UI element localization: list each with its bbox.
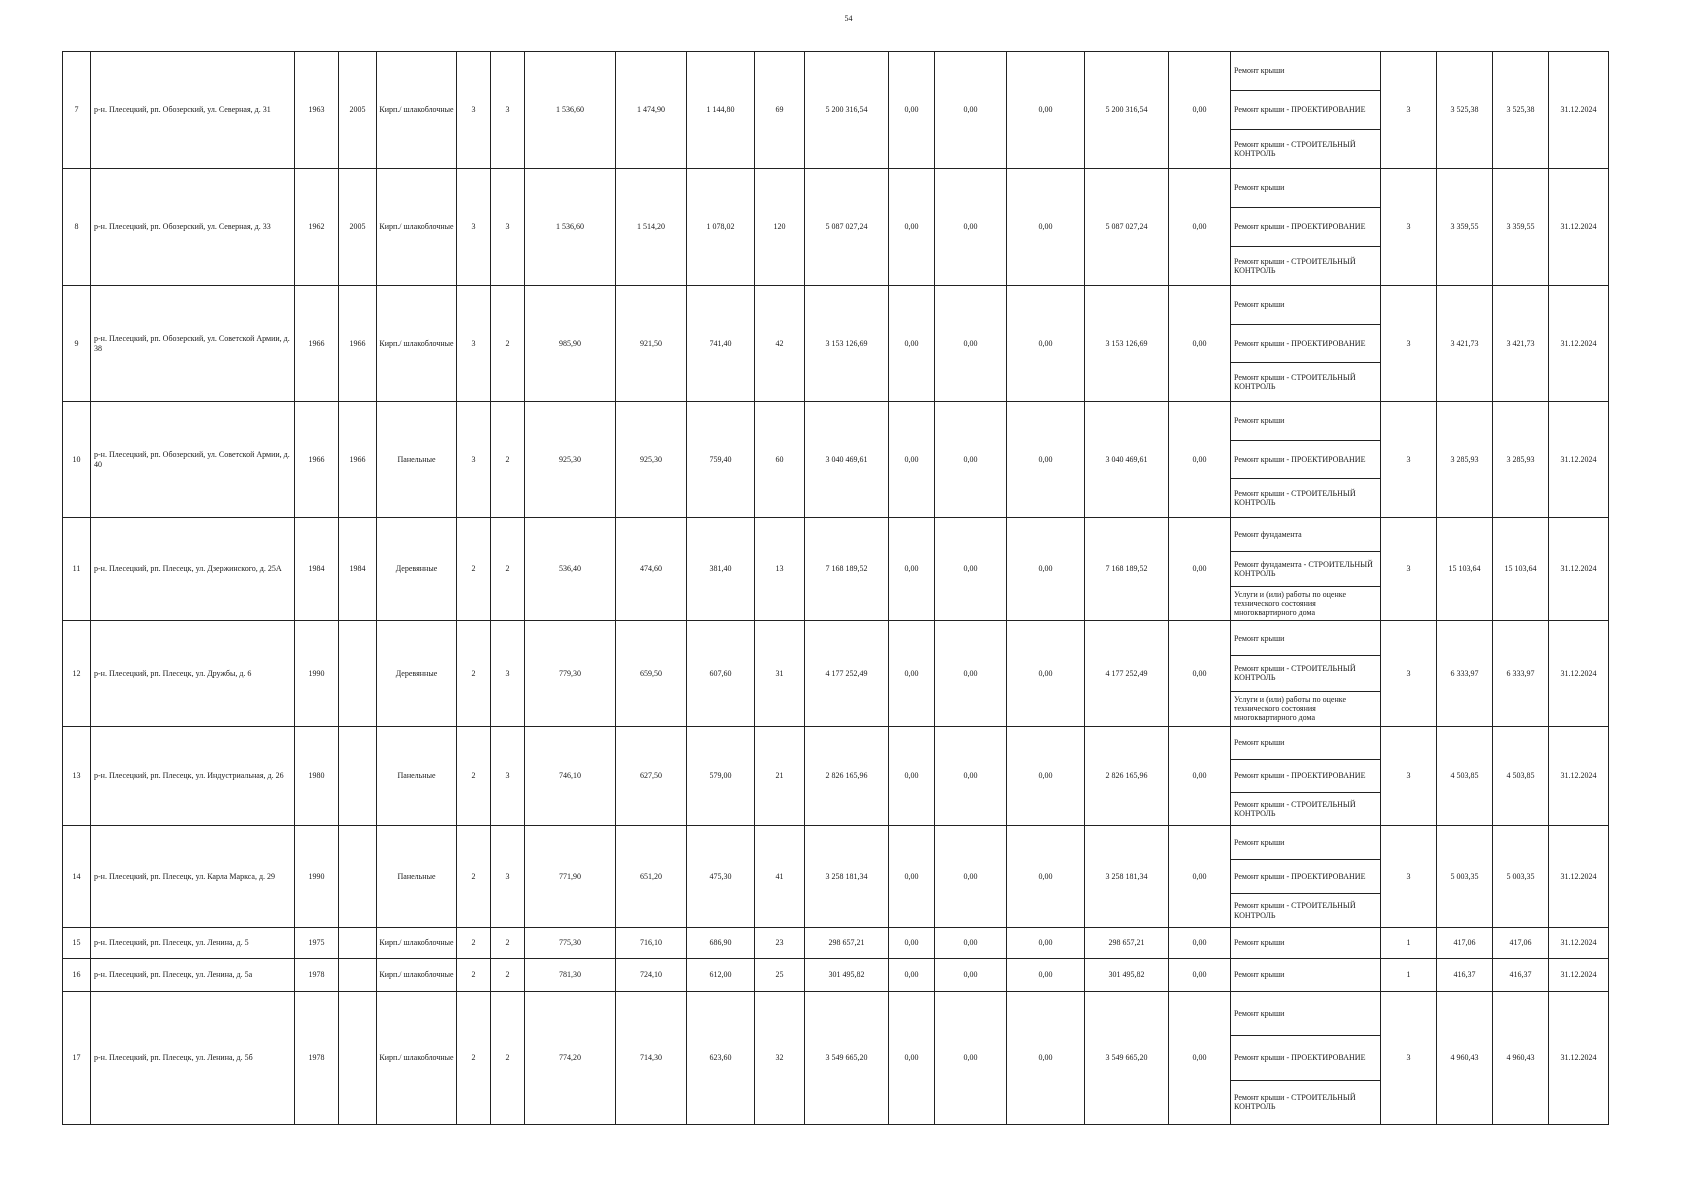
work-item: Ремонт крыши <box>1234 738 1285 748</box>
row-number: 13 <box>63 727 91 826</box>
total-area-cell: 925,30 <box>525 402 616 518</box>
floors-cell: 3 <box>457 402 491 518</box>
year-built-cell: 1966 <box>295 402 339 518</box>
residents-cell: 69 <box>755 52 805 169</box>
residents-cell: 13 <box>755 518 805 621</box>
work-item: Ремонт крыши - СТРОИТЕЛЬНЫЙ КОНТРОЛЬ <box>1231 478 1380 517</box>
other-fund-cell: 0,00 <box>1169 959 1231 992</box>
residential-area-cell: 381,40 <box>687 518 755 621</box>
unit-cost-cell: 3 285,93 <box>1437 402 1493 518</box>
year-repair-cell: 1966 <box>339 286 377 402</box>
address-cell: р-н. Плесецкий, рп. Обозерский, ул. Северная, д. 33 <box>91 169 295 286</box>
deadline-cell: 31.12.2024 <box>1549 169 1609 286</box>
table-row <box>63 826 1609 928</box>
residents-cell: 42 <box>755 286 805 402</box>
works-cell <box>1231 928 1381 959</box>
owners-fund-cell: 3 258 181,34 <box>1085 826 1169 928</box>
fund-cell: 0,00 <box>889 286 935 402</box>
fund-cell: 0,00 <box>889 518 935 621</box>
works-list <box>1231 621 1380 726</box>
year-repair-cell <box>339 928 377 959</box>
entrances-cell: 2 <box>491 992 525 1125</box>
work-item: Ремонт крыши - ПРОЕКТИРОВАНИЕ <box>1231 207 1380 246</box>
fund-cell: 0,00 <box>889 959 935 992</box>
max-cost-cell: 6 333,97 <box>1493 621 1549 727</box>
address-cell: р-н. Плесецкий, рп. Плесецк, ул. Ленина, д. 5 <box>91 928 295 959</box>
floors-cell: 2 <box>457 518 491 621</box>
floors-cell: 2 <box>457 992 491 1125</box>
work-item: Ремонт крыши <box>1234 416 1285 426</box>
row-number: 15 <box>63 928 91 959</box>
address-cell: р-н. Плесецкий, рп. Плесецк, ул. Индустриальная, д. 26 <box>91 727 295 826</box>
work-item: Ремонт крыши - СТРОИТЕЛЬНЫЙ КОНТРОЛЬ <box>1231 655 1380 690</box>
row-number: 8 <box>63 169 91 286</box>
fund-cell: 0,00 <box>935 52 1007 169</box>
year-repair-cell: 2005 <box>339 169 377 286</box>
max-cost-cell: 4 960,43 <box>1493 992 1549 1125</box>
table-row <box>63 621 1609 727</box>
work-count-cell: 3 <box>1381 169 1437 286</box>
work-count-cell: 3 <box>1381 727 1437 826</box>
work-count-cell: 1 <box>1381 959 1437 992</box>
max-cost-cell: 4 503,85 <box>1493 727 1549 826</box>
other-fund-cell: 0,00 <box>1169 52 1231 169</box>
total-cost-cell: 301 495,82 <box>805 959 889 992</box>
floors-cell: 3 <box>457 286 491 402</box>
year-repair-cell <box>339 959 377 992</box>
works-cell <box>1231 959 1381 992</box>
year-built-cell: 1966 <box>295 286 339 402</box>
work-item: Ремонт крыши <box>1234 938 1285 948</box>
work-item: Ремонт крыши - СТРОИТЕЛЬНЫЙ КОНТРОЛЬ <box>1231 362 1380 401</box>
fund-cell: 0,00 <box>935 992 1007 1125</box>
total-area-cell: 746,10 <box>525 727 616 826</box>
owners-fund-cell: 3 153 126,69 <box>1085 286 1169 402</box>
address-cell: р-н. Плесецкий, рп. Плесецк, ул. Ленина, д. 5а <box>91 959 295 992</box>
works-list <box>1231 169 1380 285</box>
row-number: 10 <box>63 402 91 518</box>
fund-cell: 0,00 <box>935 518 1007 621</box>
living-area-cell: 716,10 <box>616 928 687 959</box>
fund-cell: 0,00 <box>935 959 1007 992</box>
deadline-cell: 31.12.2024 <box>1549 727 1609 826</box>
fund-cell: 0,00 <box>935 928 1007 959</box>
entrances-cell: 2 <box>491 518 525 621</box>
fund-cell: 0,00 <box>935 826 1007 928</box>
works-list <box>1231 402 1380 517</box>
works-list <box>1231 959 1380 991</box>
work-item: Ремонт крыши - СТРОИТЕЛЬНЫЙ КОНТРОЛЬ <box>1231 129 1380 168</box>
total-area-cell: 536,40 <box>525 518 616 621</box>
fund-cell: 0,00 <box>1007 402 1085 518</box>
entrances-cell: 3 <box>491 169 525 286</box>
work-item: Ремонт крыши <box>1234 633 1285 643</box>
works-cell <box>1231 621 1381 727</box>
residents-cell: 25 <box>755 959 805 992</box>
work-item: Ремонт крыши <box>1234 66 1285 76</box>
fund-cell: 0,00 <box>935 621 1007 727</box>
table-row <box>63 518 1609 621</box>
work-count-cell: 3 <box>1381 286 1437 402</box>
works-list <box>1231 286 1380 401</box>
residential-area-cell: 623,60 <box>687 992 755 1125</box>
row-number: 11 <box>63 518 91 621</box>
max-cost-cell: 5 003,35 <box>1493 826 1549 928</box>
works-list <box>1231 518 1380 620</box>
year-built-cell: 1975 <box>295 928 339 959</box>
address-cell: р-н. Плесецкий, рп. Плесецк, ул. Дружбы, д. 6 <box>91 621 295 727</box>
fund-cell: 0,00 <box>1007 826 1085 928</box>
unit-cost-cell: 417,06 <box>1437 928 1493 959</box>
owners-fund-cell: 3 549 665,20 <box>1085 992 1169 1125</box>
deadline-cell: 31.12.2024 <box>1549 518 1609 621</box>
address-cell: р-н. Плесецкий, рп. Обозерский, ул. Советской Армии, д. 38 <box>91 286 295 402</box>
work-count-cell: 3 <box>1381 402 1437 518</box>
entrances-cell: 2 <box>491 959 525 992</box>
entrances-cell: 3 <box>491 52 525 169</box>
year-built-cell: 1963 <box>295 52 339 169</box>
residential-area-cell: 475,30 <box>687 826 755 928</box>
max-cost-cell: 3 525,38 <box>1493 52 1549 169</box>
total-area-cell: 771,90 <box>525 826 616 928</box>
table-body <box>63 52 1609 1125</box>
works-cell <box>1231 52 1381 169</box>
fund-cell: 0,00 <box>889 52 935 169</box>
work-count-cell: 3 <box>1381 621 1437 727</box>
fund-cell: 0,00 <box>1007 52 1085 169</box>
row-number: 16 <box>63 959 91 992</box>
works-cell <box>1231 169 1381 286</box>
unit-cost-cell: 4 503,85 <box>1437 727 1493 826</box>
repair-program-table <box>62 51 1609 1125</box>
max-cost-cell: 416,37 <box>1493 959 1549 992</box>
work-count-cell: 3 <box>1381 826 1437 928</box>
fund-cell: 0,00 <box>1007 928 1085 959</box>
residential-area-cell: 741,40 <box>687 286 755 402</box>
unit-cost-cell: 3 421,73 <box>1437 286 1493 402</box>
work-item: Ремонт крыши - ПРОЕКТИРОВАНИЕ <box>1231 324 1380 363</box>
owners-fund-cell: 2 826 165,96 <box>1085 727 1169 826</box>
living-area-cell: 724,10 <box>616 959 687 992</box>
floors-cell: 2 <box>457 959 491 992</box>
total-area-cell: 781,30 <box>525 959 616 992</box>
works-list <box>1231 727 1380 825</box>
works-cell <box>1231 992 1381 1125</box>
year-built-cell: 1978 <box>295 959 339 992</box>
other-fund-cell: 0,00 <box>1169 727 1231 826</box>
fund-cell: 0,00 <box>889 992 935 1125</box>
table-row <box>63 727 1609 826</box>
row-number: 17 <box>63 992 91 1125</box>
work-count-cell: 1 <box>1381 928 1437 959</box>
living-area-cell: 659,50 <box>616 621 687 727</box>
entrances-cell: 3 <box>491 621 525 727</box>
wall-material-cell: Кирп./ шлакоблочные <box>377 992 457 1125</box>
work-item: Ремонт крыши - ПРОЕКТИРОВАНИЕ <box>1231 759 1380 792</box>
year-repair-cell <box>339 621 377 727</box>
table-row <box>63 286 1609 402</box>
deadline-cell: 31.12.2024 <box>1549 52 1609 169</box>
deadline-cell: 31.12.2024 <box>1549 286 1609 402</box>
total-area-cell: 775,30 <box>525 928 616 959</box>
fund-cell: 0,00 <box>935 169 1007 286</box>
address-cell: р-н. Плесецкий, рп. Плесецк, ул. Карла Маркса, д. 29 <box>91 826 295 928</box>
deadline-cell: 31.12.2024 <box>1549 928 1609 959</box>
total-cost-cell: 4 177 252,49 <box>805 621 889 727</box>
living-area-cell: 1 514,20 <box>616 169 687 286</box>
address-cell: р-н. Плесецкий, рп. Обозерский, ул. Северная, д. 31 <box>91 52 295 169</box>
total-cost-cell: 3 258 181,34 <box>805 826 889 928</box>
year-repair-cell: 1984 <box>339 518 377 621</box>
max-cost-cell: 15 103,64 <box>1493 518 1549 621</box>
page-number: 54 <box>844 14 853 23</box>
residents-cell: 31 <box>755 621 805 727</box>
living-area-cell: 921,50 <box>616 286 687 402</box>
entrances-cell: 2 <box>491 286 525 402</box>
work-item: Ремонт фундамента <box>1234 530 1302 540</box>
work-item: Ремонт крыши - СТРОИТЕЛЬНЫЙ КОНТРОЛЬ <box>1231 792 1380 825</box>
fund-cell: 0,00 <box>889 621 935 727</box>
fund-cell: 0,00 <box>889 727 935 826</box>
max-cost-cell: 3 421,73 <box>1493 286 1549 402</box>
residents-cell: 41 <box>755 826 805 928</box>
owners-fund-cell: 5 087 027,24 <box>1085 169 1169 286</box>
work-item: Ремонт крыши - СТРОИТЕЛЬНЫЙ КОНТРОЛЬ <box>1231 246 1380 285</box>
residential-area-cell: 607,60 <box>687 621 755 727</box>
row-number: 12 <box>63 621 91 727</box>
fund-cell: 0,00 <box>889 402 935 518</box>
work-item: Ремонт крыши <box>1234 837 1285 847</box>
works-cell <box>1231 286 1381 402</box>
max-cost-cell: 3 285,93 <box>1493 402 1549 518</box>
work-item: Ремонт крыши - СТРОИТЕЛЬНЫЙ КОНТРОЛЬ <box>1231 893 1380 927</box>
table-row <box>63 992 1609 1125</box>
fund-cell: 0,00 <box>1007 286 1085 402</box>
residents-cell: 120 <box>755 169 805 286</box>
table-row <box>63 169 1609 286</box>
other-fund-cell: 0,00 <box>1169 928 1231 959</box>
deadline-cell: 31.12.2024 <box>1549 826 1609 928</box>
work-item: Услуги и (или) работы по оценке технического состояния многоквартирного дома <box>1231 586 1380 620</box>
other-fund-cell: 0,00 <box>1169 826 1231 928</box>
fund-cell: 0,00 <box>889 169 935 286</box>
fund-cell: 0,00 <box>935 286 1007 402</box>
works-list <box>1231 992 1380 1124</box>
work-item: Ремонт фундамента - СТРОИТЕЛЬНЫЙ КОНТРОЛЬ <box>1231 551 1380 585</box>
unit-cost-cell: 15 103,64 <box>1437 518 1493 621</box>
residential-area-cell: 686,90 <box>687 928 755 959</box>
fund-cell: 0,00 <box>1007 621 1085 727</box>
total-area-cell: 779,30 <box>525 621 616 727</box>
work-count-cell: 3 <box>1381 992 1437 1125</box>
unit-cost-cell: 4 960,43 <box>1437 992 1493 1125</box>
year-repair-cell <box>339 826 377 928</box>
works-cell <box>1231 402 1381 518</box>
floors-cell: 2 <box>457 928 491 959</box>
row-number: 14 <box>63 826 91 928</box>
wall-material-cell: Кирп./ шлакоблочные <box>377 959 457 992</box>
row-number: 7 <box>63 52 91 169</box>
residential-area-cell: 1 144,80 <box>687 52 755 169</box>
total-area-cell: 1 536,60 <box>525 169 616 286</box>
work-item: Ремонт крыши - СТРОИТЕЛЬНЫЙ КОНТРОЛЬ <box>1231 1080 1380 1124</box>
residential-area-cell: 579,00 <box>687 727 755 826</box>
year-built-cell: 1990 <box>295 621 339 727</box>
total-cost-cell: 7 168 189,52 <box>805 518 889 621</box>
other-fund-cell: 0,00 <box>1169 402 1231 518</box>
works-cell <box>1231 518 1381 621</box>
year-repair-cell: 1966 <box>339 402 377 518</box>
deadline-cell: 31.12.2024 <box>1549 959 1609 992</box>
table-row <box>63 959 1609 992</box>
fund-cell: 0,00 <box>889 928 935 959</box>
living-area-cell: 474,60 <box>616 518 687 621</box>
year-built-cell: 1978 <box>295 992 339 1125</box>
wall-material-cell: Панельные <box>377 826 457 928</box>
max-cost-cell: 417,06 <box>1493 928 1549 959</box>
work-item: Ремонт крыши - ПРОЕКТИРОВАНИЕ <box>1231 440 1380 479</box>
living-area-cell: 925,30 <box>616 402 687 518</box>
residents-cell: 60 <box>755 402 805 518</box>
residential-area-cell: 759,40 <box>687 402 755 518</box>
fund-cell: 0,00 <box>1007 727 1085 826</box>
other-fund-cell: 0,00 <box>1169 621 1231 727</box>
living-area-cell: 1 474,90 <box>616 52 687 169</box>
max-cost-cell: 3 359,55 <box>1493 169 1549 286</box>
wall-material-cell: Деревянные <box>377 621 457 727</box>
table-row <box>63 52 1609 169</box>
table-row <box>63 928 1609 959</box>
living-area-cell: 627,50 <box>616 727 687 826</box>
fund-cell: 0,00 <box>1007 169 1085 286</box>
entrances-cell: 3 <box>491 727 525 826</box>
year-repair-cell <box>339 992 377 1125</box>
wall-material-cell: Деревянные <box>377 518 457 621</box>
entrances-cell: 3 <box>491 826 525 928</box>
total-area-cell: 774,20 <box>525 992 616 1125</box>
works-cell <box>1231 826 1381 928</box>
total-cost-cell: 3 153 126,69 <box>805 286 889 402</box>
deadline-cell: 31.12.2024 <box>1549 992 1609 1125</box>
work-item: Ремонт крыши <box>1234 300 1285 310</box>
work-item: Ремонт крыши <box>1234 1009 1285 1019</box>
owners-fund-cell: 3 040 469,61 <box>1085 402 1169 518</box>
floors-cell: 2 <box>457 727 491 826</box>
fund-cell: 0,00 <box>935 727 1007 826</box>
fund-cell: 0,00 <box>1007 959 1085 992</box>
owners-fund-cell: 298 657,21 <box>1085 928 1169 959</box>
deadline-cell: 31.12.2024 <box>1549 402 1609 518</box>
address-cell: р-н. Плесецкий, рп. Плесецк, ул. Дзержинского, д. 25А <box>91 518 295 621</box>
unit-cost-cell: 6 333,97 <box>1437 621 1493 727</box>
year-built-cell: 1984 <box>295 518 339 621</box>
residents-cell: 23 <box>755 928 805 959</box>
work-item: Ремонт крыши <box>1234 183 1285 193</box>
year-repair-cell <box>339 727 377 826</box>
fund-cell: 0,00 <box>889 826 935 928</box>
total-cost-cell: 5 200 316,54 <box>805 52 889 169</box>
living-area-cell: 651,20 <box>616 826 687 928</box>
work-item: Услуги и (или) работы по оценке технического состояния многоквартирного дома <box>1231 691 1380 726</box>
total-cost-cell: 3 549 665,20 <box>805 992 889 1125</box>
address-cell: р-н. Плесецкий, рп. Плесецк, ул. Ленина, д. 5б <box>91 992 295 1125</box>
floors-cell: 2 <box>457 621 491 727</box>
works-cell <box>1231 727 1381 826</box>
work-item: Ремонт крыши <box>1234 970 1285 980</box>
works-list <box>1231 52 1380 168</box>
wall-material-cell: Панельные <box>377 727 457 826</box>
owners-fund-cell: 4 177 252,49 <box>1085 621 1169 727</box>
wall-material-cell: Кирп./ шлакоблочные <box>377 169 457 286</box>
residents-cell: 32 <box>755 992 805 1125</box>
year-repair-cell: 2005 <box>339 52 377 169</box>
work-item: Ремонт крыши - ПРОЕКТИРОВАНИЕ <box>1231 1035 1380 1079</box>
residents-cell: 21 <box>755 727 805 826</box>
deadline-cell: 31.12.2024 <box>1549 621 1609 727</box>
residential-area-cell: 1 078,02 <box>687 169 755 286</box>
total-cost-cell: 5 087 027,24 <box>805 169 889 286</box>
entrances-cell: 2 <box>491 402 525 518</box>
fund-cell: 0,00 <box>1007 992 1085 1125</box>
unit-cost-cell: 3 359,55 <box>1437 169 1493 286</box>
total-cost-cell: 298 657,21 <box>805 928 889 959</box>
wall-material-cell: Кирп./ шлакоблочные <box>377 286 457 402</box>
year-built-cell: 1990 <box>295 826 339 928</box>
living-area-cell: 714,30 <box>616 992 687 1125</box>
total-area-cell: 1 536,60 <box>525 52 616 169</box>
entrances-cell: 2 <box>491 928 525 959</box>
year-built-cell: 1980 <box>295 727 339 826</box>
wall-material-cell: Кирп./ шлакоблочные <box>377 928 457 959</box>
other-fund-cell: 0,00 <box>1169 518 1231 621</box>
work-count-cell: 3 <box>1381 52 1437 169</box>
row-number: 9 <box>63 286 91 402</box>
unit-cost-cell: 3 525,38 <box>1437 52 1493 169</box>
residential-area-cell: 612,00 <box>687 959 755 992</box>
floors-cell: 3 <box>457 169 491 286</box>
year-built-cell: 1962 <box>295 169 339 286</box>
work-count-cell: 3 <box>1381 518 1437 621</box>
unit-cost-cell: 416,37 <box>1437 959 1493 992</box>
wall-material-cell: Панельные <box>377 402 457 518</box>
floors-cell: 2 <box>457 826 491 928</box>
owners-fund-cell: 5 200 316,54 <box>1085 52 1169 169</box>
unit-cost-cell: 5 003,35 <box>1437 826 1493 928</box>
owners-fund-cell: 7 168 189,52 <box>1085 518 1169 621</box>
other-fund-cell: 0,00 <box>1169 992 1231 1125</box>
fund-cell: 0,00 <box>1007 518 1085 621</box>
total-cost-cell: 3 040 469,61 <box>805 402 889 518</box>
table-row <box>63 402 1609 518</box>
other-fund-cell: 0,00 <box>1169 286 1231 402</box>
work-item: Ремонт крыши - ПРОЕКТИРОВАНИЕ <box>1231 859 1380 893</box>
works-list <box>1231 826 1380 927</box>
total-area-cell: 985,90 <box>525 286 616 402</box>
address-cell: р-н. Плесецкий, рп. Обозерский, ул. Советской Армии, д. 40 <box>91 402 295 518</box>
work-item: Ремонт крыши - ПРОЕКТИРОВАНИЕ <box>1231 90 1380 129</box>
fund-cell: 0,00 <box>935 402 1007 518</box>
wall-material-cell: Кирп./ шлакоблочные <box>377 52 457 169</box>
other-fund-cell: 0,00 <box>1169 169 1231 286</box>
total-cost-cell: 2 826 165,96 <box>805 727 889 826</box>
owners-fund-cell: 301 495,82 <box>1085 959 1169 992</box>
floors-cell: 3 <box>457 52 491 169</box>
works-list <box>1231 928 1380 958</box>
